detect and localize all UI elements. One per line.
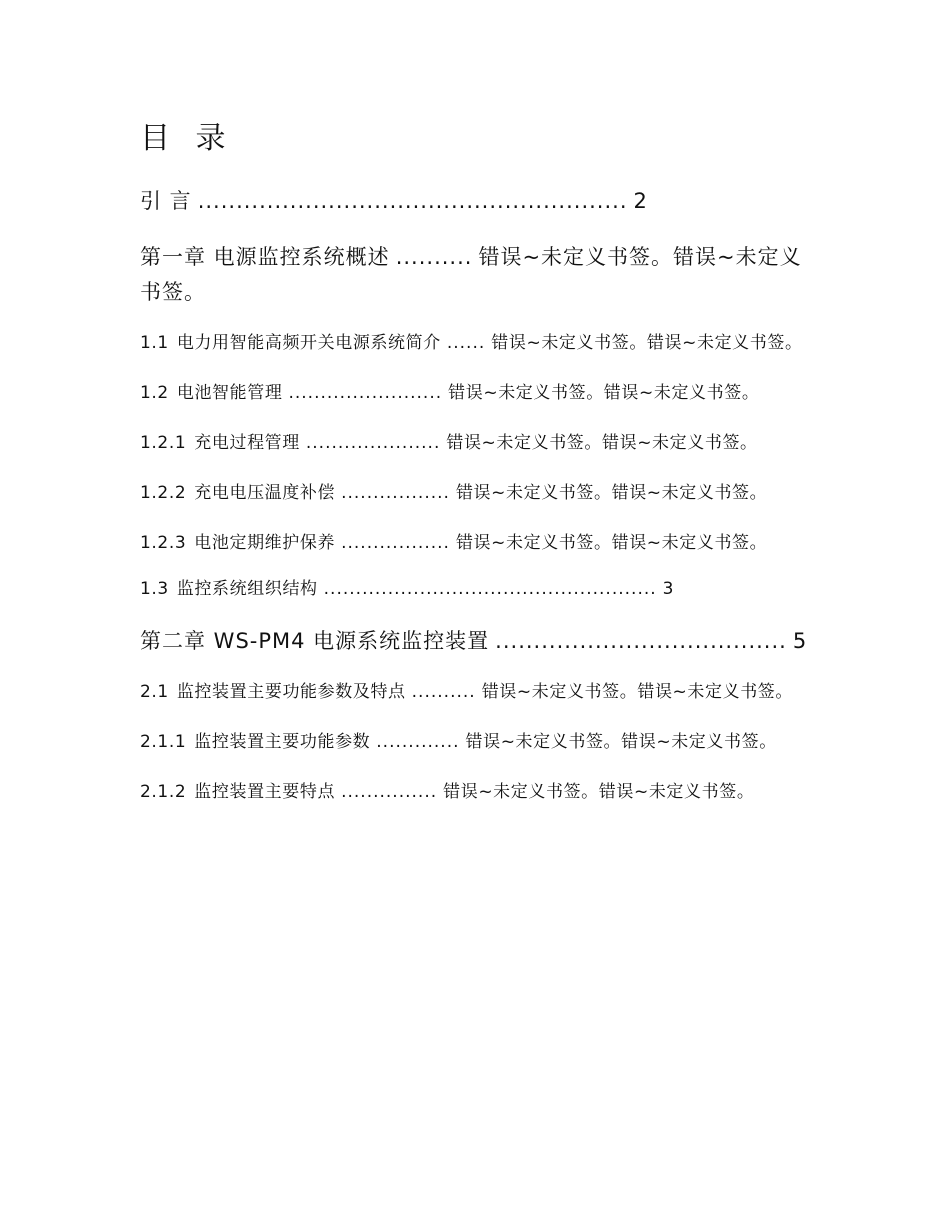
toc-entry-leader: ...................................... — [495, 629, 787, 653]
toc-entry-page: 错误~未定义书签。错误~未定义书签。 — [140, 245, 802, 304]
toc-entry-number: 1.2.2 — [140, 483, 187, 503]
toc-entry-page: 错误~未定义书签。错误~未定义书签。 — [455, 483, 768, 503]
toc-entry-text: 第二章 WS-PM4 电源系统监控装置 — [140, 629, 490, 653]
toc-entry-leader: ........................................................ — [197, 189, 628, 213]
toc-entry-text: 监控装置主要功能参数及特点 — [176, 682, 406, 702]
toc-entry-leader: ................. — [341, 533, 450, 553]
toc-entry-text: 充电过程管理 — [194, 433, 300, 453]
toc-entry-chapter-1[interactable] — [140, 240, 810, 310]
toc-entry-text: 引 言 — [140, 189, 192, 213]
toc-entry-page: 3 — [662, 579, 675, 599]
toc-entry-chapter-2[interactable] — [140, 624, 810, 659]
toc-entry-text: 电池智能管理 — [176, 383, 283, 403]
toc-entry-number: 2.1.2 — [140, 782, 187, 802]
toc-entry-page: 5 — [792, 629, 808, 653]
toc-entry-leader: ................. — [341, 483, 450, 503]
toc-entry-number: 1.3 — [140, 579, 169, 599]
toc-entry-text: 电池定期维护保养 — [194, 533, 336, 553]
toc-entry-1-1[interactable] — [140, 328, 810, 358]
toc-entry-number: 2.1.1 — [140, 732, 187, 752]
toc-entry-leader: .......... — [411, 682, 476, 702]
toc-entry-leader: ............. — [376, 732, 460, 752]
toc-entry-page: 错误~未定义书签。错误~未定义书签。 — [446, 433, 758, 453]
toc-entry-number: 2.1 — [140, 682, 169, 702]
toc-entry-1-2[interactable] — [140, 378, 810, 408]
toc-entry-leader: .......... — [395, 245, 473, 269]
toc-entry-1-2-3[interactable] — [140, 528, 810, 558]
toc-entry-intro[interactable] — [140, 184, 810, 219]
toc-entry-leader: ........................ — [288, 383, 443, 403]
toc-entry-number: 1.2 — [140, 383, 169, 403]
toc-entry-leader: .................................................... — [323, 579, 657, 599]
toc-entry-text: 第一章 电源监控系统概述 — [140, 245, 390, 269]
toc-entry-2-1-2[interactable] — [140, 777, 810, 807]
toc-entry-number: 1.2.1 — [140, 433, 187, 453]
toc-entry-page: 错误~未定义书签。错误~未定义书签。 — [465, 732, 777, 752]
toc-entry-page: 错误~未定义书签。错误~未定义书签。 — [491, 333, 803, 353]
toc-entry-page: 错误~未定义书签。错误~未定义书签。 — [455, 533, 768, 553]
toc-entry-2-1-1[interactable] — [140, 727, 810, 757]
toc-entry-2-1[interactable] — [140, 677, 810, 707]
toc-entry-text: 监控装置主要特点 — [194, 782, 336, 802]
toc-entry-number: 1.2.3 — [140, 533, 187, 553]
toc-entry-page: 错误~未定义书签。错误~未定义书签。 — [448, 383, 760, 403]
toc-entry-1-3[interactable] — [140, 574, 810, 604]
toc-entry-page: 错误~未定义书签。错误~未定义书签。 — [443, 782, 755, 802]
toc-entry-number: 1.1 — [140, 333, 169, 353]
toc-title: 目 录 — [140, 121, 234, 156]
toc-entry-text: 充电电压温度补偿 — [194, 483, 336, 503]
toc-entry-leader: ............... — [341, 782, 438, 802]
toc-entry-1-2-1[interactable] — [140, 428, 810, 458]
toc-entry-leader: ..................... — [305, 433, 441, 453]
toc-entry-text: 监控系统组织结构 — [176, 579, 318, 599]
toc-entry-text: 监控装置主要功能参数 — [194, 732, 371, 752]
toc-entry-leader: ...... — [446, 333, 486, 353]
toc-entry-1-2-2[interactable] — [140, 478, 810, 508]
toc-entry-text: 电力用智能高频开关电源系统简介 — [176, 333, 441, 353]
toc-entry-page: 2 — [633, 189, 648, 213]
toc-entry-page: 错误~未定义书签。错误~未定义书签。 — [481, 682, 793, 702]
